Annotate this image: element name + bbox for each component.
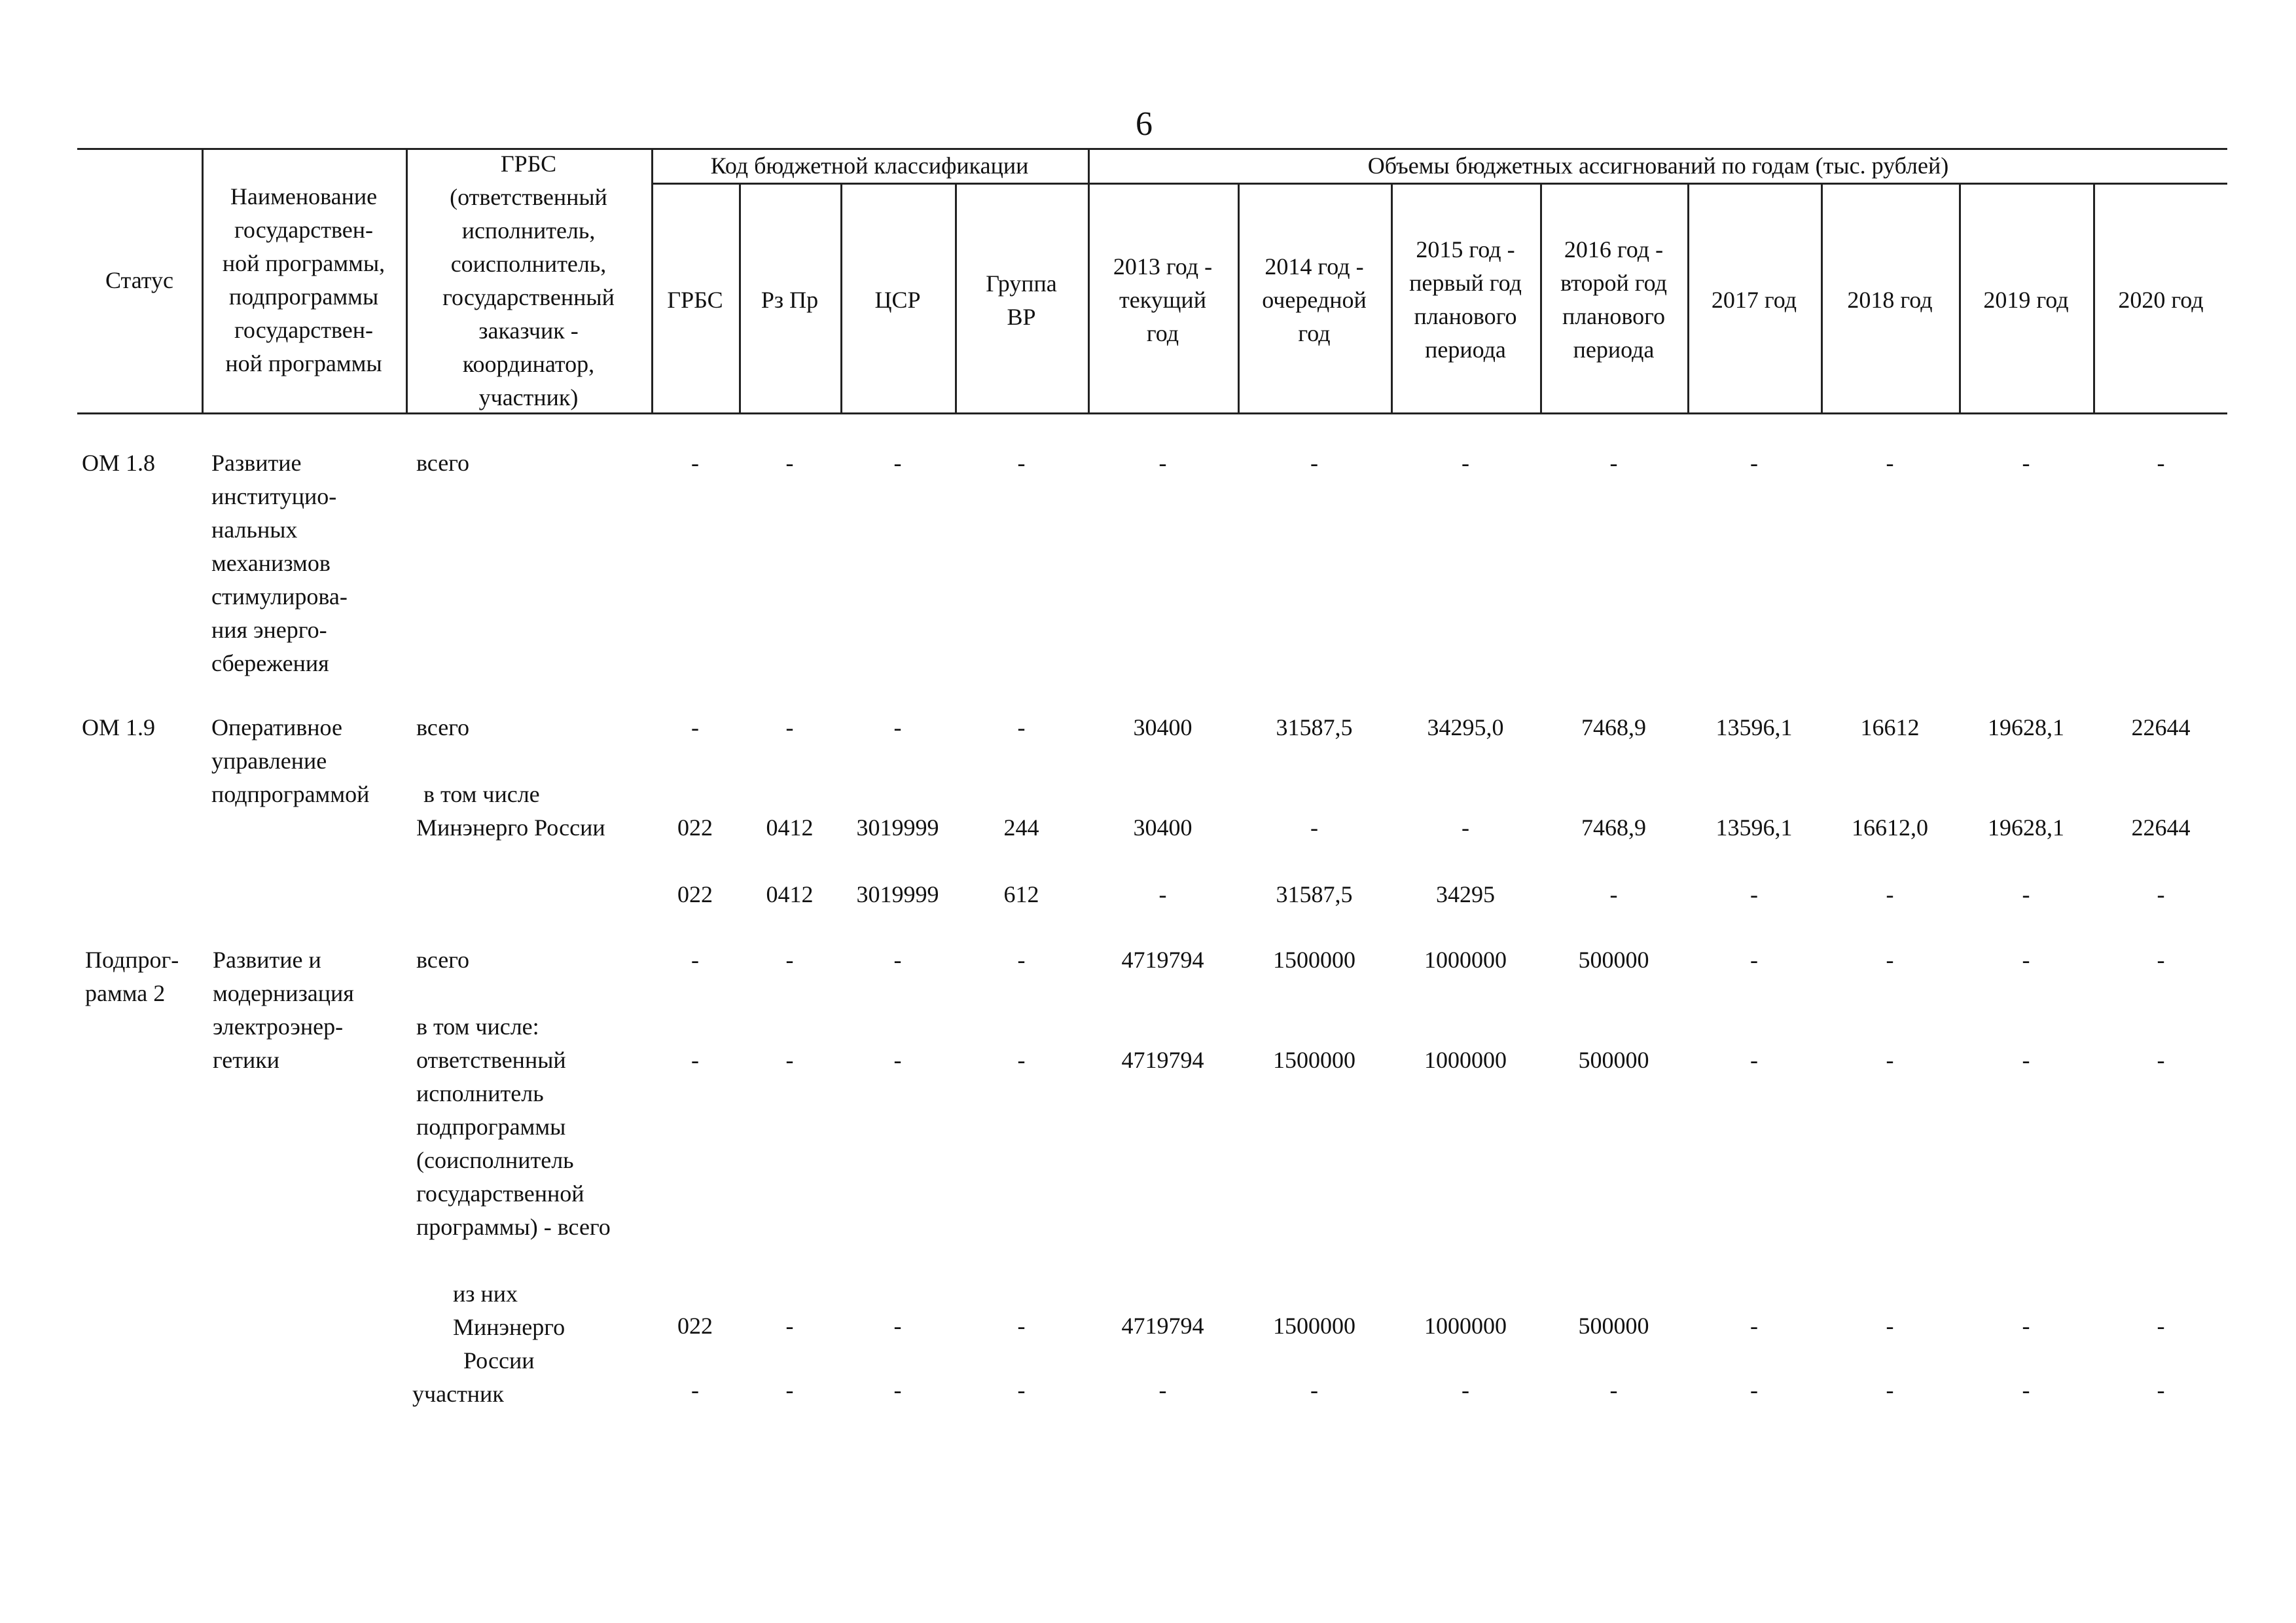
header-year-2013-line: текущий	[1119, 287, 1206, 313]
header-year-2020: 2020 год	[2118, 287, 2204, 313]
table-cell: -	[1886, 1313, 1894, 1339]
row-grbs-text: исполнитель	[416, 1080, 544, 1106]
row-name-line: нальных	[211, 517, 298, 543]
table-cell: -	[2157, 1377, 2165, 1403]
table-cell: -	[1462, 450, 1469, 476]
table-cell: -	[1017, 1377, 1026, 1403]
row-name-line: институцио-	[211, 483, 337, 509]
table-cell: 022	[677, 1313, 713, 1339]
table-cell: 31587,5	[1276, 881, 1353, 907]
header-col-vr-line: Группа	[986, 270, 1057, 297]
header-year-2016-line: периода	[1573, 337, 1655, 363]
table-cell: -	[1310, 814, 1318, 841]
table-cell: -	[1750, 450, 1758, 476]
header-year-2014-line: очередной	[1262, 287, 1367, 313]
table-cell: -	[785, 1377, 794, 1403]
row-name-line: стимулирова-	[211, 583, 348, 610]
row-name-line: подпрограммой	[211, 781, 370, 807]
header-grbs-line: заказчик -	[478, 318, 579, 344]
header-year-2018: 2018 год	[1847, 287, 1933, 313]
table-cell: 1500000	[1273, 947, 1355, 973]
table-cell: -	[1158, 450, 1167, 476]
table-cell: 30400	[1133, 714, 1193, 740]
row-name-line: механизмов	[211, 550, 331, 576]
table-cell: 4719794	[1121, 1047, 1204, 1073]
table-cell: -	[2022, 1377, 2030, 1403]
row-status: ОМ 1.9	[82, 714, 156, 740]
row-grbs-text: всего	[416, 947, 470, 973]
header-year-2013-line: год	[1146, 320, 1179, 346]
table-cell: 500000	[1578, 1313, 1649, 1339]
table-cell: -	[1017, 1047, 1026, 1073]
table-cell: -	[1886, 881, 1894, 907]
row-name-line: сбережения	[211, 650, 329, 676]
row-name-line: Развитие и	[213, 947, 321, 973]
table-cell: -	[1017, 450, 1026, 476]
row-grbs-text: участник	[412, 1381, 504, 1407]
table-cell: -	[1750, 1047, 1758, 1073]
row-status: ОМ 1.8	[82, 450, 156, 476]
table-cell: -	[893, 1377, 902, 1403]
table-cell: -	[691, 1377, 699, 1403]
table-cell: -	[2157, 450, 2165, 476]
group-header-rule	[651, 183, 2227, 185]
row-grbs-text: всего	[416, 450, 470, 476]
header-grbs-line: соисполнитель,	[450, 251, 607, 277]
row-grbs-text: из них	[453, 1281, 518, 1307]
table-cell: -	[1609, 881, 1618, 907]
table-cell: 3019999	[856, 881, 939, 907]
table-cell: 13596,1	[1715, 714, 1793, 740]
table-cell: 500000	[1578, 947, 1649, 973]
table-cell: -	[1017, 1313, 1026, 1339]
table-cell: -	[893, 1313, 902, 1339]
table-cell: 31587,5	[1276, 714, 1353, 740]
row-grbs-text: государственной	[416, 1180, 584, 1207]
header-year-2016-line: планового	[1562, 303, 1666, 329]
table-cell: 1500000	[1273, 1047, 1355, 1073]
table-cell: 34295,0	[1427, 714, 1504, 740]
row-grbs-text: (соисполнитель	[416, 1147, 574, 1173]
col-sep-3	[651, 148, 653, 412]
header-name-line: государствен-	[234, 217, 374, 243]
header-name-line: ной программы	[225, 350, 382, 376]
table-cell: -	[893, 450, 902, 476]
row-status: рамма 2	[85, 980, 166, 1006]
table-cell: 4719794	[1121, 1313, 1204, 1339]
table-cell: -	[2157, 1047, 2165, 1073]
table-cell: 19628,1	[1988, 714, 2064, 740]
header-bottom-rule	[77, 412, 2227, 414]
row-grbs-text: Минэнерго	[453, 1314, 565, 1340]
row-grbs-text: всего	[416, 714, 470, 740]
row-name-line: электроэнер-	[213, 1013, 344, 1040]
header-year-2014-line: год	[1298, 320, 1331, 346]
row-grbs-text: Минэнерго России	[416, 814, 605, 841]
table-cell: -	[785, 947, 794, 973]
table-cell: 22644	[2131, 714, 2191, 740]
header-status: Статус	[105, 267, 173, 293]
table-cell: 0412	[766, 814, 814, 841]
table-cell: -	[1886, 947, 1894, 973]
table-cell: 22644	[2131, 814, 2191, 841]
row-name-line: Развитие	[211, 450, 302, 476]
table-cell: -	[2157, 881, 2165, 907]
table-cell: -	[1750, 947, 1758, 973]
header-year-2019: 2019 год	[1983, 287, 2069, 313]
row-name-line: Оперативное	[211, 714, 342, 740]
table-cell: -	[1609, 450, 1618, 476]
table-cell: 500000	[1578, 1047, 1649, 1073]
table-cell: -	[2157, 947, 2165, 973]
table-cell: 1000000	[1424, 1047, 1507, 1073]
table-cell: -	[1750, 1377, 1758, 1403]
table-cell: 13596,1	[1715, 814, 1793, 841]
row-grbs-text: России	[463, 1347, 535, 1374]
table-cell: -	[1609, 1377, 1618, 1403]
header-year-2016-line: второй год	[1560, 270, 1667, 296]
header-name-line: Наименование	[230, 183, 378, 210]
table-cell: 022	[677, 814, 713, 841]
table-cell: -	[785, 1047, 794, 1073]
table-cell: -	[2022, 881, 2030, 907]
row-grbs-text: ответственный	[416, 1047, 566, 1073]
header-year-2014-line: 2014 год -	[1265, 253, 1364, 280]
table-cell: -	[1462, 1377, 1469, 1403]
table-cell: 1000000	[1424, 1313, 1507, 1339]
table-cell: -	[1017, 714, 1026, 740]
header-year-2015-line: первый год	[1409, 270, 1522, 296]
header-year-2015-line: 2015 год -	[1416, 236, 1515, 263]
header-grbs-line: ГРБС	[500, 151, 557, 177]
table-cell: 1000000	[1424, 947, 1507, 973]
header-year-2015-line: планового	[1414, 303, 1517, 329]
table-cell: 19628,1	[1988, 814, 2064, 841]
table-cell: -	[1017, 947, 1026, 973]
table-cell: 4719794	[1121, 947, 1204, 973]
table-cell: -	[2022, 1047, 2030, 1073]
row-grbs-text: в том числе	[423, 781, 540, 807]
header-grbs-line: государственный	[442, 284, 615, 310]
row-grbs-text: подпрограммы	[416, 1114, 566, 1140]
header-name-line: подпрограммы	[228, 283, 379, 310]
table-cell: 16612	[1860, 714, 1920, 740]
table-cell: -	[785, 1313, 794, 1339]
row-name-line: гетики	[213, 1047, 280, 1073]
header-grbs-line: (ответственный	[450, 184, 607, 210]
table-cell: -	[691, 450, 699, 476]
table-cell: 612	[1003, 881, 1039, 907]
table-cell: -	[893, 947, 902, 973]
header-volume-group: Объемы бюджетных ассигнований по годам (тыс. рублей)	[1367, 153, 1949, 179]
table-cell: -	[1158, 881, 1167, 907]
table-cell: 7468,9	[1581, 714, 1646, 740]
table-cell: -	[1886, 1047, 1894, 1073]
row-grbs-text: в том числе:	[416, 1013, 539, 1040]
table-cell: -	[1886, 1377, 1894, 1403]
header-col-csr: ЦСР	[874, 287, 921, 313]
row-status: Подпрог-	[85, 947, 179, 973]
table-cell: 34295	[1436, 881, 1495, 907]
table-cell: -	[2022, 450, 2030, 476]
row-name-line: управление	[211, 748, 327, 774]
table-cell: -	[2022, 1313, 2030, 1339]
table-cell: -	[691, 714, 699, 740]
header-name-line: государствен-	[234, 317, 374, 343]
row-name-line: ния энерго-	[211, 617, 327, 643]
header-grbs-line: участник)	[478, 384, 579, 410]
header-year-2016-line: 2016 год -	[1564, 236, 1664, 263]
table-cell: -	[1310, 1377, 1318, 1403]
table-cell: -	[1750, 881, 1758, 907]
table-cell: 1500000	[1273, 1313, 1355, 1339]
header-name-line: ной программы,	[222, 250, 386, 276]
table-cell: -	[1750, 1313, 1758, 1339]
page-number: 6	[1136, 105, 1153, 143]
table-cell: 16612,0	[1852, 814, 1928, 841]
row-name-line: модернизация	[213, 980, 354, 1006]
table-cell: -	[893, 714, 902, 740]
table-cell: 0412	[766, 881, 814, 907]
table-cell: -	[785, 450, 794, 476]
header-col-vr-line: ВР	[1007, 304, 1036, 330]
table-cell: -	[1310, 450, 1318, 476]
table-cell: -	[1158, 1377, 1167, 1403]
table-cell: -	[691, 947, 699, 973]
table-cell: 244	[1003, 814, 1039, 841]
header-year-2017: 2017 год	[1711, 287, 1797, 313]
table-cell: -	[1886, 450, 1894, 476]
row-grbs-text: программы) - всего	[416, 1214, 611, 1240]
table-cell: 3019999	[856, 814, 939, 841]
header-year-2013-line: 2013 год -	[1113, 253, 1213, 280]
table-cell: 022	[677, 881, 713, 907]
header-grbs-line: исполнитель,	[461, 217, 596, 244]
header-col-grbs: ГРБС	[667, 287, 723, 313]
header-year-2015-line: периода	[1425, 337, 1506, 363]
table-cell: 7468,9	[1581, 814, 1646, 841]
header-col-rzpr: Рз Пр	[761, 287, 819, 313]
table-cell: -	[2157, 1313, 2165, 1339]
header-code-group: Код бюджетной классификации	[710, 153, 1029, 179]
table-cell: -	[2022, 947, 2030, 973]
table-cell: -	[1462, 814, 1469, 841]
table-cell: -	[691, 1047, 699, 1073]
table-cell: -	[893, 1047, 902, 1073]
table-cell: 30400	[1133, 814, 1193, 841]
table-cell: -	[785, 714, 794, 740]
header-grbs-line: координатор,	[462, 351, 595, 377]
